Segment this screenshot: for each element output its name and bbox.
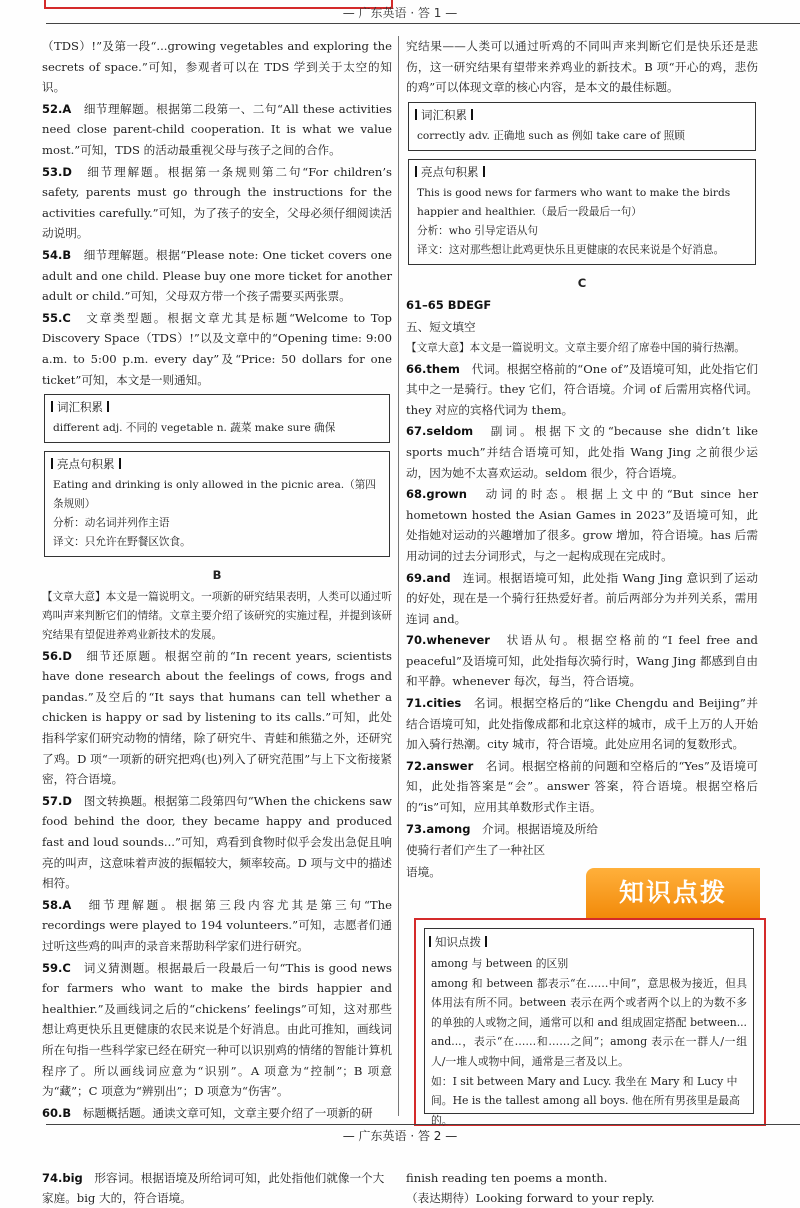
answer-70: 70.whenever 状语从句。根据空格前的“I feel free and peaceful”及语境可知，此处指每次骑行时，Wang Jing 都感到自由和平静。whenever 每次，每当，符合语境。 [406, 633, 758, 689]
highlight-box-title: 亮点句积累 [48, 457, 125, 472]
answer-59: 59.C 词义猜测题。根据最后一段最后一句“This is good news for farmers who want to make the birds happier and healthier.”及画线词之后的“chickens’ feelings”可知，这对那些想让鸡更快乐且更健康的农民来说是个好消息。由此可推知，画线词所在句指一些科学家已经在研究一种可以识别鸡的情绪的智能计算机程序了。所以画线词应意为“识别”。A 项意为“控制”；B 项意为“藏”；C 项意为“辨别出”；D 项意为“伤害”。 [42, 960, 392, 1099]
section-5-heading: 五、短文填空 [406, 319, 476, 334]
knowledge-tag: 知识点拨 [586, 868, 760, 918]
knowledge-box: 知识点拨 among 与 between 的区别 among 和 between 都表示“在……中间”，意思极为接近，但具体用法有所不同。between 表示在两个或者两个以上的为数不多的单独的人或物之间，通常可以和 and 组成固定搭配 between... and...，表示“在……和……之间”；among 表示在一群人/一组人/一堆人或物中间，通常是三者及以上。 如：I sit between Mary and Lucy. 我坐在 Mary 和 Lucy 中间。He is the tallest among all boys. 他在所有男孩里是最高的。 [424, 928, 754, 1114]
page-footer: — 广东英语 · 答 2 — [0, 1126, 800, 1147]
bottom-left: 74.big 形容词。根据语境及所给词可知，此处指他们就像一个大家庭。big 大的，符合语境。 [42, 1171, 385, 1205]
answer-73-cont: 使骑行者们产生了一种社区 [406, 843, 546, 858]
vocab-box-left: 词汇积累 different adj. 不同的 vegetable n. 蔬菜 make sure 确保 [44, 394, 390, 443]
vocab-box-title: 词汇积累 [412, 108, 477, 123]
bottom-right: finish reading ten poems a month. （表达期待）Looking forward to your reply. [406, 1171, 655, 1205]
highlight-box-left: 亮点句积累 Eating and drinking is only allowed in the picnic area.（第四条规则） 分析：动名词并列作主语 译文：只允许在野餐区饮食。 [44, 451, 390, 557]
vocab-box-right: 词汇积累 correctly adv. 正确地 such as 例如 take care of 照顾 [408, 102, 756, 151]
answer-66: 66.them 代词。根据空格前的“One of”及语境可知，此处指它们其中之一是骑行。they 它们，符合语境。介词 of 后需用宾格代词。they 对应的宾格代词为 them。 [406, 361, 758, 417]
answer-73: 73.among 介词。根据语境及所给 [406, 821, 598, 836]
highlight-box-right: 亮点句积累 This is good news for farmers who want to make the birds happier and healthier.（最后一段最后一句） 分析：who 引导定语从句 译文：这对那些想让此鸡更快乐且更健康的农民来说是个好消息。 [408, 159, 756, 265]
section-C-heading: C [577, 275, 587, 290]
answer-67: 67.seldom 副词。根据下文的“because she didn’t like sports much”并结合语境可知，此处指 Wang Jing 之前很少运动，因为她不太喜欢运动。seldom 很少，符合语境。 [406, 424, 758, 480]
answer-52: 52.A 细节理解题。根据第二段第一、二句“All these activities need close parent-child cooperation. It is what we value most.”可知，TDS 的活动最重视父母与孩子之间的合作。 [42, 101, 392, 157]
summary-B: 【文章大意】本文是一篇说明文。一项新的研究结果表明，人类可以通过听鸡叫声来判断它们的情绪。文章主要介绍了该研究的实施过程，并提到该研究结果有望促进养鸡业新技术的发展。 [42, 590, 392, 641]
answer-69: 69.and 连词。根据语境可知，此处指 Wang Jing 意识到了运动的好处，现在是一个骑行狂热爱好者。前后两部分为并列关系，需用连词 and。 [406, 570, 758, 626]
answer-56: 56.D 细节还原题。根据空前的“In recent years, scientists have done research about the feelings of cows, frogs and pandas.”及空后的“It says that humans can tell whether a chicken is happy or sad by listening to its calls.”可知，此处指科学家们研究动物的情绪，除了研究牛、青蛙和熊猫之外，还研究了鸡。D 项“一项新的研究把鸡(也)列入了研究范围”与上下文衔接紧密，符合语境。 [42, 648, 392, 787]
summary-5: 【文章大意】本文是一篇说明文。文章主要介绍了席卷中国的骑行热潮。 [406, 341, 745, 354]
answer-57: 57.D 图文转换题。根据第二段第四句“When the chickens saw food behind the door, they became happy and produced fast and loud sounds...”可知，鸡看到食物时似乎会发出急促且响亮的叫声，这意味着声波的振幅较大，频率较高。D 项与文中的描述相符。 [42, 793, 392, 891]
left-column [42, 36, 392, 1124]
answer-53: 53.D 细节理解题。根据第一条规则第二句“For children’s safety, parents must go through the instructions for the activities carefully.”可知，为了孩子的安全，父母必须仔细阅读活动说明。 [42, 164, 392, 241]
right-column [406, 36, 758, 883]
section-B-heading: B [212, 568, 222, 583]
answer-55: 55.C 文章类型题。根据文章尤其是标题“Welcome to Top Discovery Space（TDS）!”以及文章中的“Opening time: 9:00 a.m. to 5:00 p.m. every day”及“Price: 50 dollars for one ticket”可知，本文是一则通知。 [42, 310, 392, 387]
answer-68: 68.grown 动词的时态。根据上文中的“But since her hometown hosted the Asian Games in 2023”及语境可知，此处指她对运动的兴趣增加了很多。grow 增加，符合语境。has 后需用动词的过去分词形式，与之一起构成现在完成时。 [406, 487, 758, 563]
answer-72: 72.answer 名词。根据空格前的问题和空格后的“Yes”及语境可知，此处指答案是“会”。answer 答案，符合语境。根据空格后的“is”可知，应用其单数形式作主语。 [406, 758, 758, 815]
highlight-box-title: 亮点句积累 [412, 165, 489, 180]
answer-61-65: 61–65 BDEGF [406, 298, 492, 313]
knowledge-box-title: 知识点拨 [426, 935, 491, 950]
answer-60: 60.B 标题概括题。通读文章可知，文章主要介绍了一项新的研 [42, 1105, 373, 1120]
answer-54: 54.B 细节理解题。根据“Please note: One ticket covers one adult and one child. Please buy one more ticket for another adult or child.”可知，父母双方带一个孩子需要买两张票。 [42, 247, 392, 304]
vocab-box-title: 词汇积累 [48, 400, 113, 415]
column-divider [398, 36, 399, 1116]
page-header: — 广东英语 · 答 1 — [0, 3, 800, 21]
answer-58: 58.A 细节理解题。根据第三段内容尤其是第三句“The recordings were played to 194 volunteers.”可知，志愿者们通过听这些鸡的叫声的录音来帮助科学家们进行研究。 [42, 897, 392, 953]
continued-text: 究结果——人类可以通过听鸡的不同叫声来判断它们是快乐还是悲伤，这一研究结果有望带来养鸡业的新技术。B 项“开心的鸡，悲伤的鸡”可以体现文章的核心内容，是本文的最佳标题。 [406, 39, 758, 95]
answer-71: 71.cities 名词。根据空格后的“like Chengdu and Beijing”并结合语境可知，此处指像成都和北京这样的城市，成千上万的人开始加入骑行热潮。city 城市，符合语境。此处应用名词的复数形式。 [406, 696, 758, 752]
answer-73-end: 语境。 [406, 864, 441, 879]
intro-text: （TDS）!”及第一段“...growing vegetables and exploring the secrets of space.”可知，参观者可以在 TDS 学到关于太空的知识。 [42, 39, 392, 95]
